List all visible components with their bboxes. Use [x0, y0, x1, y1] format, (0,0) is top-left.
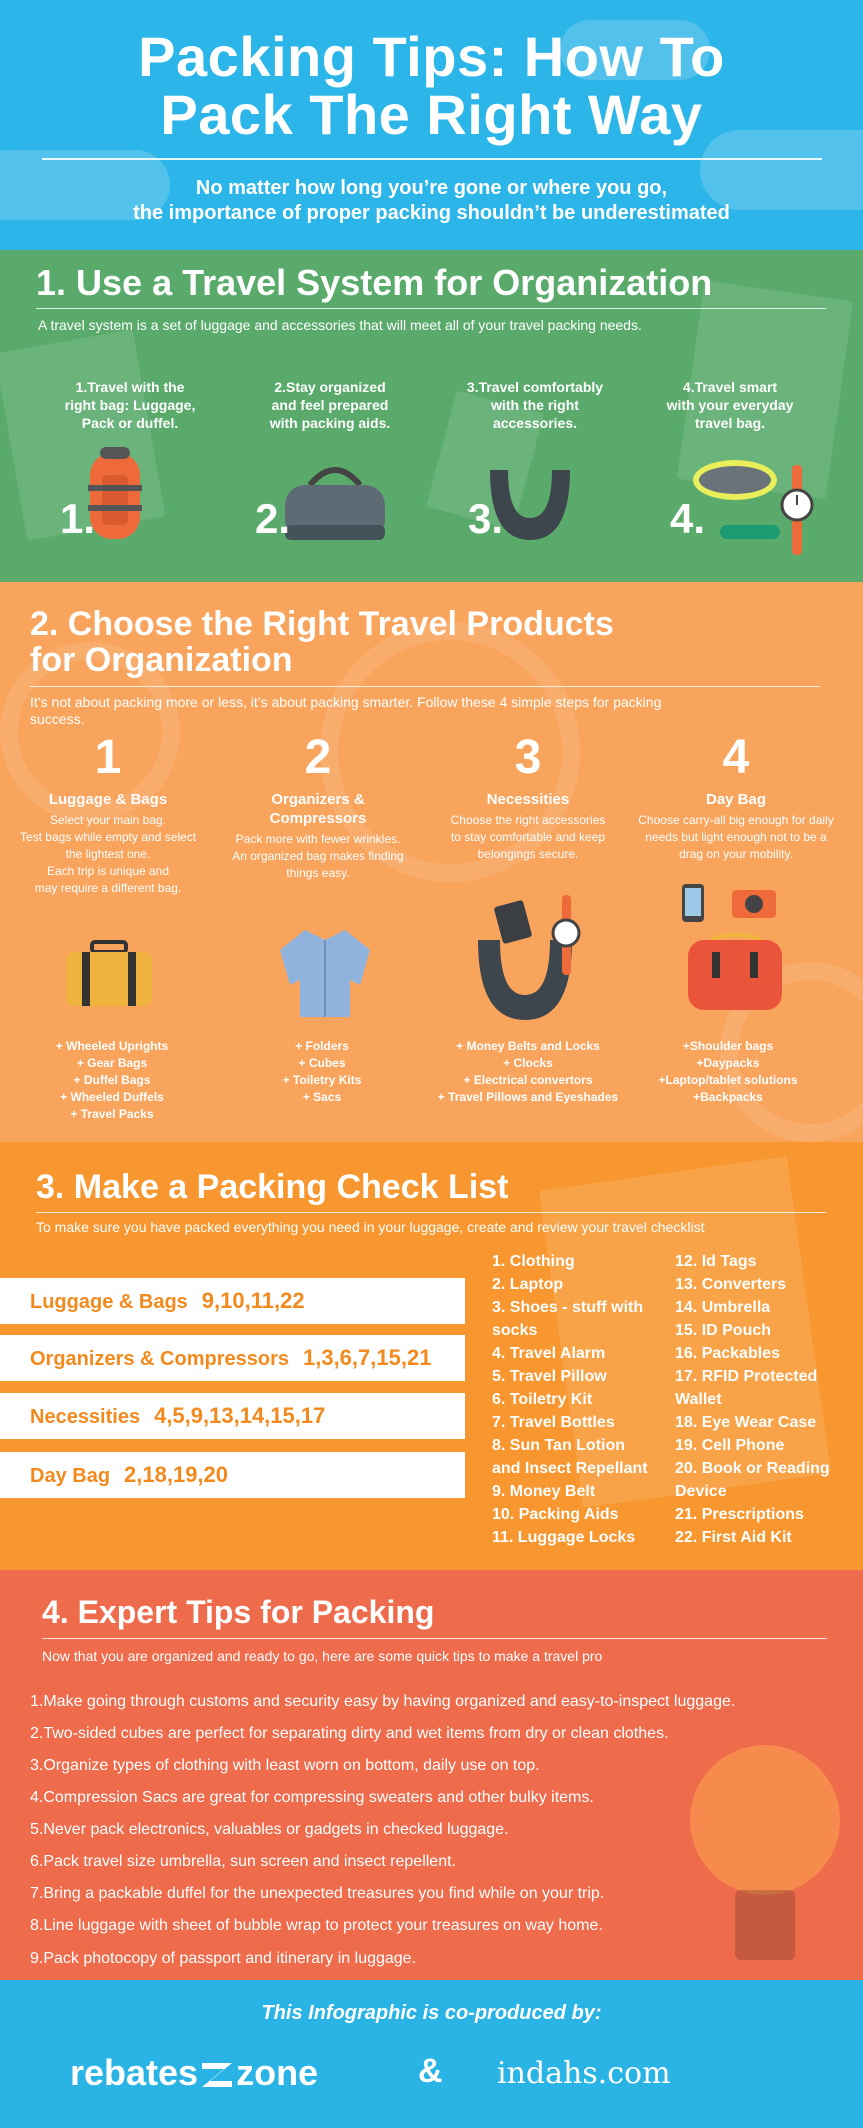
- checklist-bar: [0, 1452, 465, 1498]
- duffel-bag-icon: [280, 455, 390, 545]
- step-text: and feel prepared: [271, 397, 389, 413]
- suitcase-icon: [62, 940, 156, 1010]
- coproduced-text: This Infographic is co-produced by:: [261, 2002, 602, 2024]
- step-number: 1.: [60, 495, 96, 542]
- product-column-4: [626, 732, 846, 863]
- divider: [42, 1638, 827, 1639]
- checklist-item: 13. Converters: [675, 1276, 787, 1293]
- checklist-item: 14. Umbrella: [675, 1299, 771, 1316]
- z-mark-icon: [200, 2056, 234, 2084]
- column-description: [428, 812, 628, 863]
- page-subtitle: [0, 176, 863, 226]
- step-number: 2.: [255, 495, 291, 542]
- checklist-right: [675, 1250, 830, 1549]
- product-column-3: [428, 732, 628, 863]
- checklist-item: 12. Id Tags: [675, 1253, 757, 1270]
- title-line: 2. Choose the Right Travel Products: [30, 605, 614, 643]
- checklist-item: 17. RFID Protected: [675, 1368, 818, 1385]
- section-intro: Now that you are organized and ready to go, here are some quick tips to make a travel pro: [42, 1648, 603, 1664]
- step-text: 1.Travel with the: [75, 379, 185, 395]
- rebateszone-logo[interactable]: [70, 2052, 318, 2094]
- checklist-item: 1. Clothing: [492, 1253, 575, 1270]
- desc-line: the lightest one.: [65, 847, 151, 861]
- list-item: + Gear Bags: [76, 1056, 148, 1070]
- step-1: [50, 378, 210, 432]
- tip-item: 9.Pack photocopy of passport and itinerary in luggage.: [30, 1950, 417, 1967]
- checklist-item: 2. Laptop: [492, 1276, 564, 1293]
- step-text: 4.Travel smart: [682, 379, 778, 395]
- step-2: [250, 378, 410, 432]
- header: [0, 0, 863, 250]
- desc-line: things easy.: [286, 866, 350, 880]
- desc-line: Each trip is unique and: [46, 864, 170, 878]
- bar-numbers: 9,10,11,22: [201, 1288, 305, 1313]
- step-text: accessories.: [492, 415, 578, 431]
- checklist-item: Wallet: [675, 1391, 722, 1408]
- title-line: Packing Tips: How To: [138, 25, 725, 88]
- step-4: [650, 378, 810, 432]
- tip-item: 7.Bring a packable duffel for the unexpected treasures you find while on your trip.: [30, 1885, 605, 1902]
- checklist-bar: [0, 1278, 465, 1324]
- desc-line: Choose the right accessories: [450, 813, 606, 827]
- pillow-passport-watch-icon: [470, 895, 590, 1025]
- tip-item: 5.Never pack electronics, valuables or gadgets in checked luggage.: [30, 1821, 509, 1838]
- list-item: + Wheeled Uprights: [55, 1039, 169, 1053]
- desc-line: Test bags while empty and select: [19, 830, 197, 844]
- tip-item: 3.Organize types of clothing with least worn on bottom, daily use on top.: [30, 1757, 540, 1774]
- column-number: 1: [94, 731, 122, 784]
- tip-item: 8.Line luggage with sheet of bubble wrap to protect your treasures on way home.: [30, 1917, 603, 1934]
- step-3: [455, 378, 615, 432]
- desc-line: Choose carry-all big enough for daily: [638, 813, 834, 827]
- column-heading: Day Bag: [705, 791, 767, 808]
- section-title: [30, 606, 614, 678]
- bar-numbers: 4,5,9,13,14,15,17: [154, 1403, 326, 1428]
- bar-label: Luggage & Bags: [30, 1291, 188, 1313]
- list-item: + Sacs: [302, 1090, 342, 1104]
- step-text: 3.Travel comfortably: [466, 379, 604, 395]
- list-item: +Daypacks: [696, 1056, 760, 1070]
- list-item: + Travel Pillows and Eyeshades: [437, 1090, 619, 1104]
- tip-item: 6.Pack travel size umbrella, sun screen and insect repellent.: [30, 1853, 456, 1870]
- subtitle-line: No matter how long you’re gone or where you go,: [195, 177, 668, 199]
- list-item: + Wheeled Duffels: [60, 1090, 164, 1104]
- product-list-2: [222, 1038, 422, 1106]
- checklist-item: socks: [492, 1322, 538, 1339]
- step-text: with the right: [491, 397, 579, 413]
- divider: [36, 308, 826, 309]
- checklist-item: 8. Sun Tan Lotion: [492, 1437, 626, 1454]
- checklist-item: 6. Toiletry Kit: [492, 1391, 593, 1408]
- column-heading: Necessities: [486, 791, 570, 808]
- desc-line: to stay comfortable and keep: [450, 830, 606, 844]
- column-description: [626, 812, 846, 863]
- divider: [36, 1212, 826, 1213]
- bar-numbers: 1,3,6,7,15,21: [302, 1345, 432, 1370]
- list-item: + Folders: [295, 1039, 349, 1053]
- product-column-1: [8, 732, 208, 897]
- section-title: 1. Use a Travel System for Organization: [36, 262, 713, 303]
- checklist-item: 20. Book or Reading: [675, 1460, 830, 1477]
- checklist-item: 10. Packing Aids: [492, 1506, 619, 1523]
- logo-text: zone: [236, 2052, 319, 2093]
- list-item: + Toiletry Kits: [282, 1073, 362, 1087]
- checklist-bar: [0, 1335, 465, 1381]
- list-item: + Electrical convertors: [463, 1073, 593, 1087]
- list-item: + Money Belts and Locks: [456, 1039, 600, 1053]
- tip-item: 1.Make going through customs and security easy by having organized and easy-to-inspect luggage.: [30, 1693, 736, 1710]
- checklist-item: 4. Travel Alarm: [492, 1345, 606, 1362]
- shoulder-bag-phone-camera-icon: [676, 880, 806, 1020]
- desc-line: belongings secure.: [477, 847, 579, 861]
- checklist-item: 16. Packables: [675, 1345, 780, 1362]
- subtitle-line: the importance of proper packing shouldn’t be underestimated: [133, 202, 730, 224]
- checklist-item: Device: [675, 1483, 727, 1500]
- list-item: +Backpacks: [693, 1090, 763, 1104]
- step-text: with your everyday: [666, 397, 794, 413]
- step-text: travel bag.: [694, 415, 766, 431]
- step-text: Pack or duffel.: [81, 415, 179, 431]
- bar-label: Organizers & Compressors: [30, 1348, 289, 1370]
- desc-line: An organized bag makes finding: [232, 849, 404, 863]
- product-list-3: [428, 1038, 628, 1106]
- step-text: with packing aids.: [269, 415, 391, 431]
- page-title: [0, 25, 863, 146]
- bar-label: Day Bag: [30, 1465, 111, 1487]
- column-number: 3: [514, 731, 542, 784]
- checklist-item: 21. Prescriptions: [675, 1506, 804, 1523]
- desc-line: Pack more with fewer wrinkles.: [235, 832, 401, 846]
- section-title: 3. Make a Packing Check List: [36, 1168, 509, 1206]
- desc-line: drag on your mobility.: [679, 847, 793, 861]
- desc-line: may require a different bag.: [34, 881, 182, 895]
- checklist-item: 22. First Aid Kit: [675, 1529, 792, 1546]
- step-text: 2.Stay organized: [274, 379, 386, 395]
- intro-line: It’s not about packing more or less, it’s about packing smarter. Follow these 4 simple steps for packing: [30, 694, 662, 710]
- logo-text: rebates: [70, 2052, 199, 2093]
- checklist-item: 11. Luggage Locks: [492, 1529, 636, 1546]
- column-heading: [218, 790, 418, 828]
- section-travel-system: [0, 250, 863, 582]
- checklist-left: [492, 1250, 648, 1549]
- eyeshade-and-watch-icon: [690, 455, 820, 555]
- title-line: Pack The Right Way: [160, 83, 703, 146]
- bar-numbers: 2,18,19,20: [124, 1462, 229, 1487]
- column-number: 4: [722, 731, 750, 784]
- heading-line: Compressors: [269, 810, 367, 827]
- divider: [30, 686, 820, 687]
- checklist-item: 18. Eye Wear Case: [675, 1414, 817, 1431]
- column-description: [8, 812, 208, 897]
- tip-item: 2.Two-sided cubes are perfect for separating dirty and wet items from dry or clean clothes.: [30, 1725, 669, 1742]
- section-title: 4. Expert Tips for Packing: [42, 1594, 435, 1630]
- desc-line: Select your main bag.: [49, 813, 167, 827]
- divider: [42, 158, 822, 160]
- ampersand: &: [418, 2052, 443, 2090]
- title-line: for Organization: [30, 641, 293, 679]
- checklist-item: 3. Shoes - stuff with: [492, 1299, 644, 1316]
- indahs-logo[interactable]: indahs.com: [497, 2056, 671, 2091]
- lightbulb-decoration: [680, 1740, 850, 1980]
- column-description: [218, 831, 418, 882]
- heading-line: Organizers &: [271, 791, 365, 808]
- list-item: + Cubes: [298, 1056, 346, 1070]
- product-column-2: [218, 732, 418, 882]
- section-intro: To make sure you have packed everything you need in your luggage, create and review your travel checklist: [36, 1219, 705, 1235]
- product-list-1: [12, 1038, 212, 1123]
- column-number: 2: [304, 731, 332, 784]
- list-item: + Clocks: [503, 1056, 553, 1070]
- intro-line: success.: [30, 711, 85, 727]
- checklist-item: 7. Travel Bottles: [492, 1414, 615, 1431]
- checklist-item: and Insect Repellant: [492, 1460, 648, 1477]
- desc-line: needs but light enough not to be a: [645, 830, 827, 844]
- bar-label: Necessities: [30, 1406, 141, 1428]
- product-list-4: [628, 1038, 828, 1106]
- checklist-item: 19. Cell Phone: [675, 1437, 785, 1454]
- step-text: right bag: Luggage,: [64, 397, 196, 413]
- checklist-bar: [0, 1393, 465, 1439]
- list-item: + Duffel Bags: [73, 1073, 151, 1087]
- column-heading: Luggage & Bags: [48, 791, 168, 808]
- list-item: + Travel Packs: [70, 1107, 154, 1121]
- section-intro: A travel system is a set of luggage and accessories that will meet all of your travel packing needs.: [38, 317, 642, 333]
- checklist-item: 15. ID Pouch: [675, 1322, 772, 1339]
- shirt-icon: [275, 925, 375, 1020]
- list-item: +Laptop/tablet solutions: [658, 1073, 798, 1087]
- checklist-item: 9. Money Belt: [492, 1483, 596, 1500]
- step-number: 4.: [670, 495, 706, 542]
- section-intro: [30, 694, 661, 728]
- checklist-item: 5. Travel Pillow: [492, 1368, 607, 1385]
- step-number: 3.: [468, 495, 504, 542]
- list-item: +Shoulder bags: [682, 1039, 774, 1053]
- tip-item: 4.Compression Sacs are great for compressing sweaters and other bulky items.: [30, 1789, 594, 1806]
